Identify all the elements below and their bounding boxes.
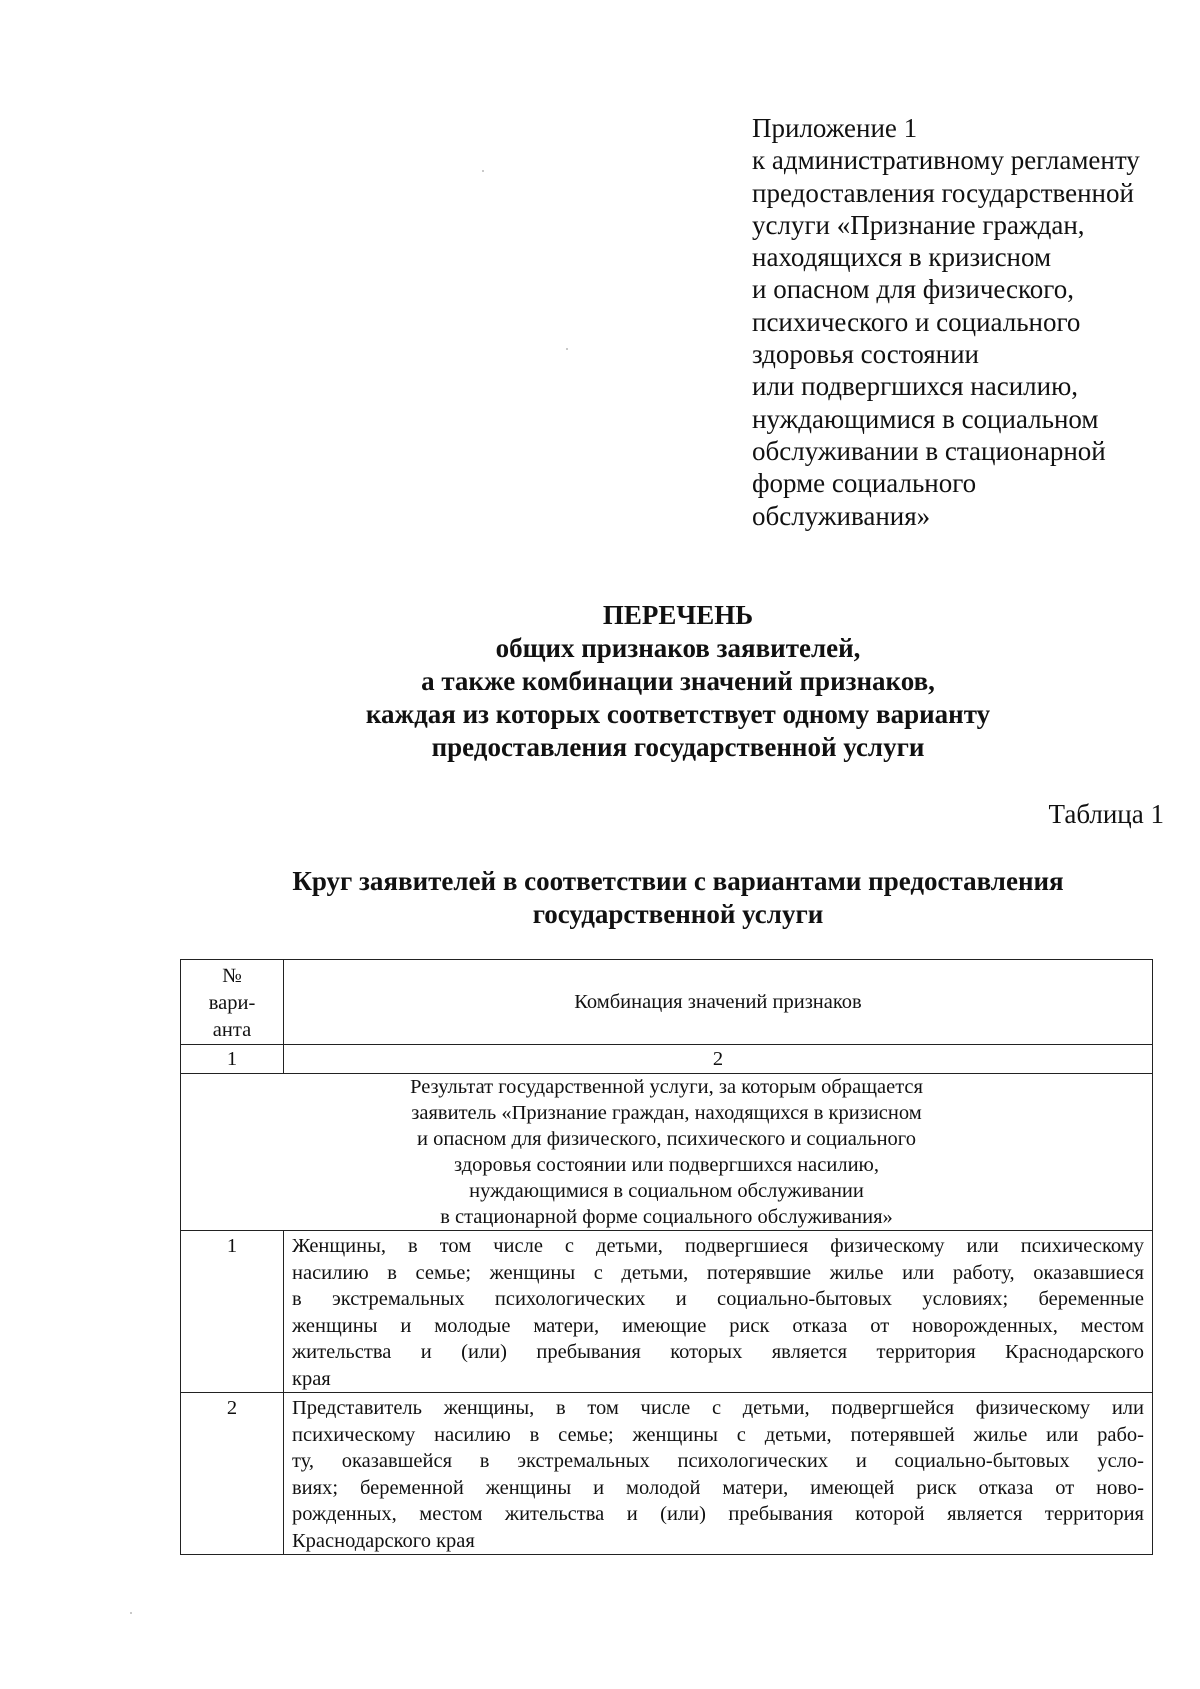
result-line: нуждающимися в социальном обслуживании [469,1180,864,1202]
header-combination-cell: Комбинация значений признаков [284,960,1153,1045]
description-line: края [292,1367,331,1390]
description-line: насилию в семье; женщины с детьми, потерявшие жилье или работу, оказавшиеся [292,1261,1144,1284]
description-line: виях; беременной женщины и молодой матери, имеющей риск отказа от ново- [292,1476,1144,1499]
scan-speck [482,170,484,172]
annex-line: к административному регламенту [752,145,1140,176]
result-line: здоровья состоянии или подвергшихся насилию, [454,1154,879,1176]
annex-line: обслуживании в стационарной [752,435,1106,466]
table-row [181,1393,1153,1555]
variant-description-cell [284,1393,1153,1555]
annex-line: предоставления государственной [752,177,1134,208]
subtitle-line: государственной услуги [532,899,824,929]
column-index-cell: 1 [181,1045,284,1074]
description-line: рожденных, местом жительства и (или) пребывания которой является территория [292,1503,1144,1525]
document-title [0,599,1200,764]
column-index-row [181,1045,1153,1074]
description-line: жительства и (или) пребывания которых является территория Краснодарского [292,1341,1144,1363]
result-cell [181,1074,1153,1231]
table-row [181,1231,1153,1393]
result-line: и опасном для физического, психического и социального [417,1128,916,1150]
table-subtitle [0,865,1200,931]
description-line: женщины и молодые матери, имеющие риск отказа от новорожденных, местом [292,1314,1144,1337]
title-heading: ПЕРЕЧЕНЬ [602,600,754,630]
title-line: каждая из которых соответствует одному варианту [365,699,991,729]
annex-line: здоровья состоянии [752,339,979,370]
applicants-table [180,959,1153,1555]
scan-speck [130,1612,132,1614]
annex-line: форме социального [752,468,977,499]
table-header-row [181,960,1153,1045]
annex-header [752,112,1172,532]
annex-line: и опасном для физического, [752,274,1074,305]
header-num-line: № [222,965,242,987]
annex-line: услуги «Признание граждан, [752,209,1085,240]
header-num-line: анта [212,1019,252,1041]
title-line: предоставления государственной услуги [431,732,925,762]
header-num-cell [181,960,284,1045]
column-index-cell: 2 [284,1045,1153,1074]
result-line: в стационарной форме социального обслуживания» [440,1206,893,1228]
description-line: Краснодарского края [292,1529,475,1552]
annex-line: нуждающимися в социальном [752,403,1099,434]
scan-speck [566,348,568,350]
result-row [181,1074,1153,1231]
annex-line: находящихся в кризисном [752,242,1052,273]
annex-line: психического и социального [752,306,1081,337]
annex-line: обслуживания» [752,500,931,531]
subtitle-line: Круг заявителей в соответствии с вариантами предоставления [292,866,1064,896]
variant-number-cell: 1 [181,1231,284,1393]
title-line: а также комбинации значений признаков, [421,666,935,696]
variant-number-cell: 2 [181,1393,284,1555]
description-line: Представитель женщины, в том числе с детьми, подвергшейся физическому или [292,1397,1144,1419]
variant-description-cell [284,1231,1153,1393]
description-line: в экстремальных психологических и социально-бытовых условиях; беременные [292,1288,1144,1310]
title-line: общих признаков заявителей, [495,633,861,663]
description-line: психическому насилию в семье; женщины с детьми, потерявшей жилье или рабо- [292,1423,1144,1446]
description-line: ту, оказавшейся в экстремальных психологических и социально-бытовых усло- [292,1450,1144,1472]
annex-line: или подвергшихся насилию, [752,371,1079,402]
annex-line: Приложение 1 [752,113,918,143]
result-line: Результат государственной услуги, за которым обращается [410,1076,923,1098]
description-line: Женщины, в том числе с детьми, подвергшиеся физическому или психическому [292,1235,1144,1257]
table-label: Таблица 1 [1048,799,1164,829]
result-line: заявитель «Признание граждан, находящихся в кризисном [411,1102,922,1124]
header-num-line: вари- [208,992,256,1014]
